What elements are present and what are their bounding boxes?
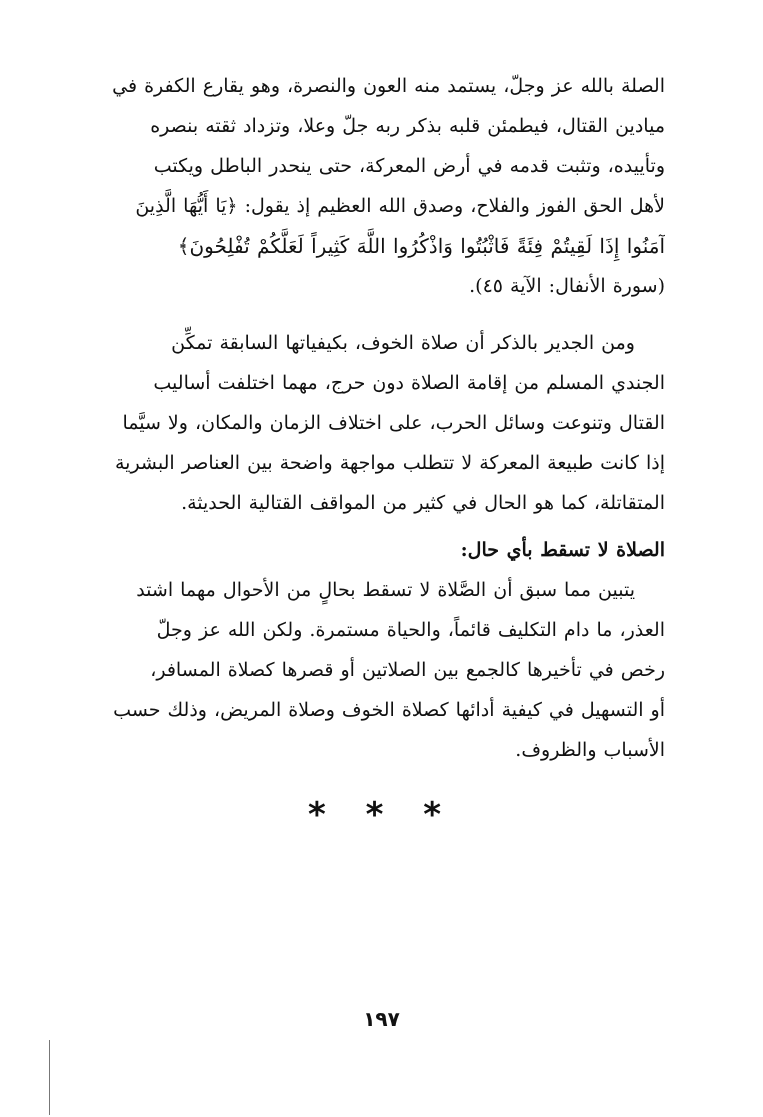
verse-reference: (سورة الأنفال: الآية ٤٥). — [469, 275, 665, 297]
text-line: أو التسهيل في كيفية أدائها كصلاة الخوف وصلاة المريض، وذلك حسب — [113, 699, 665, 721]
scan-margin-line — [49, 1040, 50, 1115]
paragraph-1 — [90, 66, 665, 306]
section-heading: الصلاة لا تسقط بأي حال: — [460, 539, 665, 561]
text-line: الجندي المسلم من إقامة الصلاة دون حرج، مهما اختلفت أساليب — [153, 372, 665, 394]
text-line: لأهل الحق الفوز والفلاح، وصدق الله العظيم إذ يقول: ﴿يَا أَيُّهَا الَّذِينَ — [135, 195, 665, 217]
text-line: المتقاتلة، كما هو الحال في كثير من المواقف القتالية الحديثة. — [181, 492, 665, 514]
text-line: الصلة بالله عز وجلّ، يستمد منه العون والنصرة، وهو يقارع الكفرة في — [112, 75, 665, 97]
page-number: ١٩٧ — [363, 1007, 400, 1031]
text-line: ميادين القتال، فيطمئن قلبه بذكر ربه جلّ وعلا، وتزداد ثقته بنصره — [150, 115, 665, 137]
text-line: القتال وتنوعت وسائل الحرب، على اختلاف الزمان والمكان، ولا سيَّما — [122, 412, 665, 434]
quran-verse-line: آمَنُوا إِذَا لَقِيتُمْ فِئَةً فَاثْبُتُوا وَاذْكُرُوا اللَّهَ كَثِيراً لَعَلَّكُمْ تُفْلِحُونَ﴾ — [177, 234, 665, 258]
text-line: العذر، ما دام التكليف قائماً، والحياة مستمرة. ولكن الله عز وجلّ — [156, 619, 665, 641]
text-line: يتبين مما سبق أن الصَّلاة لا تسقط بحالٍ من الأحوال مهما اشتد — [136, 579, 635, 601]
text-line: ومن الجدير بالذكر أن صلاة الخوف، بكيفياتها السابقة تمكِّن — [171, 332, 635, 354]
paragraph-2 — [90, 323, 665, 523]
text-line: وتأييده، وتثبت قدمه في أرض المعركة، حتى ينحدر الباطل ويكتب — [153, 155, 665, 177]
text-line: رخص في تأخيرها كالجمع بين الصلاتين أو قصرها كصلاة المسافر، — [150, 659, 665, 681]
text-line: إذا كانت طبيعة المعركة لا تتطلب مواجهة واضحة بين العناصر البشرية — [114, 452, 665, 474]
section-separator: * * * — [307, 795, 455, 835]
text-line: الأسباب والظروف. — [515, 739, 665, 761]
paragraph-3 — [90, 570, 665, 770]
